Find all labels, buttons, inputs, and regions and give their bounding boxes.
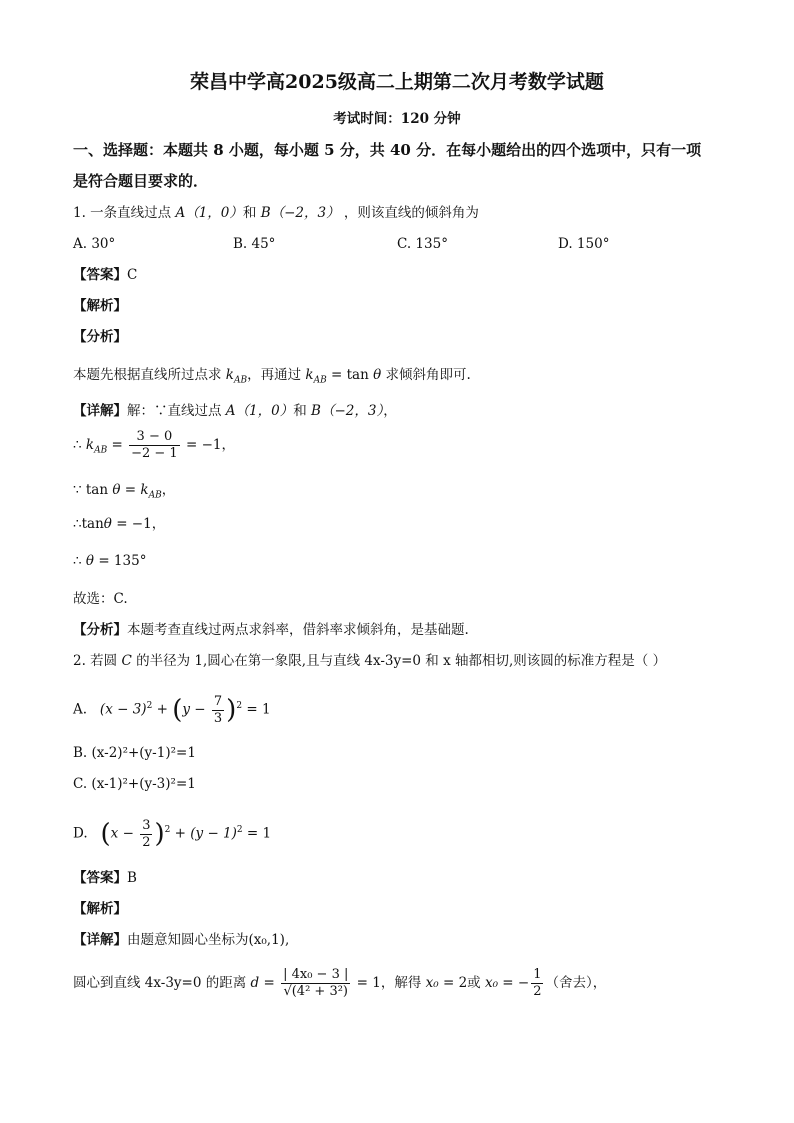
fenxi-text-a: 本题先根据直线所过点求 xyxy=(73,367,226,383)
q2-stem-b: 的半径为 1,圆心在第一象限,且与直线 4x-3y=0 和 x 轴都相切,则该圆的标准方程是（ ） xyxy=(131,653,667,669)
optA-plus: + xyxy=(152,701,173,718)
q1-stem-and: 和 xyxy=(242,205,261,221)
slope-numerator: 3 − 0 xyxy=(129,429,180,446)
detail-text-a: 解：∵直线过点 xyxy=(127,403,226,419)
detail-text-c: ， xyxy=(383,403,397,419)
k-symbol: k xyxy=(225,367,234,383)
q1-option-c: C. 135° xyxy=(397,236,448,252)
q2-option-b: B. (x-2)²+(y-1)²=1 xyxy=(73,745,196,761)
detail-text: 由题意知圆心坐标为(x₀,1), xyxy=(127,932,290,948)
q2-stem xyxy=(73,652,666,670)
summary-tag: 【分析】 xyxy=(73,622,127,638)
solution-1: = 2或 xyxy=(438,975,485,991)
circle-symbol: C xyxy=(121,653,132,669)
x0-symbol: x₀ xyxy=(425,975,439,991)
discard-note: （舍去）， xyxy=(545,975,607,991)
optD-term1: x − xyxy=(110,825,139,842)
answer-value: B xyxy=(127,870,137,886)
answer-tag: 【答案】 xyxy=(73,870,127,886)
solution-den: 2 xyxy=(533,984,542,999)
optD-fraction xyxy=(140,818,152,851)
solution-fraction xyxy=(531,967,543,1000)
solution-2-lhs: x₀ = − xyxy=(484,975,530,991)
q1-step-slope: ∴ $k_{AB}$ = $\frac{3 - 0}{-2 - 1}$ = −1， xyxy=(73,429,235,461)
answer-tag: 【答案】 xyxy=(73,267,127,283)
q1-point-b: B（−2，3） xyxy=(260,205,340,221)
page-title: 荣昌中学高2025级高二上期第二次月考数学试题 xyxy=(190,71,604,93)
distance-denominator: √(4² + 3²) xyxy=(283,984,349,999)
q1-summary xyxy=(73,621,469,639)
k-subscript: AB xyxy=(94,445,108,456)
q1-step-tan-value xyxy=(73,515,165,533)
optD-den: 2 xyxy=(142,834,151,850)
tan-value: = −1， xyxy=(111,516,166,532)
optD-term2: + (y − 1) xyxy=(170,825,237,842)
optD-exp1: 2 xyxy=(164,825,171,835)
q2-option-c: C. (x-1)²+(y-3)²=1 xyxy=(73,776,196,792)
k-symbol: k xyxy=(85,437,95,453)
optA-num: 7 xyxy=(213,693,223,709)
equals-text: = xyxy=(120,482,141,498)
distance-numerator: | 4x₀ − 3 | xyxy=(283,967,349,982)
optA-fraction xyxy=(212,694,224,727)
q2-option-a: A. $(x - 3)^2 + (y$ − $\frac{7}{3}$ )$^2$ = 1 xyxy=(73,693,271,726)
q2-stem-a: 2. 若圆 xyxy=(73,653,122,669)
theta-symbol: θ xyxy=(373,367,382,383)
slope-fraction xyxy=(129,429,180,462)
fenxi-text-d: 求倾斜角即可. xyxy=(381,367,471,383)
q1-choose: 故选：C. xyxy=(73,591,128,607)
summary-text: 本题考查直线过两点求斜率，借斜率求倾斜角，是基础题. xyxy=(127,622,469,638)
q1-stem-tail: ，则该直线的倾斜角为 xyxy=(339,205,479,221)
comma: ， xyxy=(161,482,176,498)
q1-fenxi-text xyxy=(73,366,471,390)
optA-exp1: 2 xyxy=(146,701,153,711)
option-label: A. xyxy=(73,701,88,718)
k-subscript: AB xyxy=(148,490,162,501)
theta-symbol: θ xyxy=(85,553,95,569)
detail-text-b: 和 xyxy=(293,403,312,419)
slope-denominator: −2 − 1 xyxy=(131,446,178,461)
distance-symbol: d xyxy=(250,975,260,991)
angle-value: = 135° xyxy=(94,553,147,569)
therefore-symbol: ∴ xyxy=(73,437,86,453)
distance-text: 圆心到直线 4x-3y=0 的距离 xyxy=(73,975,251,991)
exam-time: 考试时间：120 分钟 xyxy=(333,111,461,127)
slope-result: = −1， xyxy=(181,437,235,453)
k-symbol: k xyxy=(305,367,314,383)
k-subscript: AB xyxy=(313,375,327,386)
q1-option-d: D. 150° xyxy=(558,236,610,252)
q1-point-a: A（1，0） xyxy=(225,403,294,419)
detail-tag: 【详解】 xyxy=(73,932,127,948)
optA-equals: = 1 xyxy=(242,701,271,718)
q1-point-a: A（1，0） xyxy=(175,205,243,221)
q1-point-b: B（−2，3） xyxy=(311,403,384,419)
q1-fenxi-tag: 【分析】 xyxy=(73,329,127,345)
q1-step-tan xyxy=(73,481,175,505)
q2-detail xyxy=(73,931,289,949)
theta-symbol: θ xyxy=(112,482,121,498)
q1-stem xyxy=(73,204,479,222)
fenxi-text-b: ，再通过 xyxy=(247,367,306,383)
because-text: ∵ tan xyxy=(73,482,113,498)
theta-symbol: θ xyxy=(103,516,112,532)
q2-answer xyxy=(73,869,137,887)
k-subscript: AB xyxy=(233,375,248,386)
q1-stem-text: 1. 一条直线过点 xyxy=(73,205,176,221)
optA-term1: (x − 3) xyxy=(99,701,147,718)
therefore-symbol: ∴ xyxy=(73,553,86,569)
q2-analysis-tag: 【解析】 xyxy=(73,901,127,917)
optD-exp2: 2 xyxy=(236,825,243,835)
detail-tag: 【详解】 xyxy=(73,403,127,419)
q2-option-d: D. (x − $\frac{3}{2}$ )$^2 + (y - 1)^2 = 1$ xyxy=(73,817,272,850)
optA-den: 3 xyxy=(213,710,223,726)
q1-option-b: B. 45° xyxy=(233,236,276,252)
q1-detail xyxy=(73,402,397,420)
section-heading-line2: 是符合题目要求的． xyxy=(73,172,209,190)
distance-solve: = 1，解得 xyxy=(352,975,426,991)
optD-equals: = 1 xyxy=(242,825,272,842)
fenxi-text-c: = tan xyxy=(326,367,374,383)
distance-fraction xyxy=(281,967,350,1000)
solution-num: 1 xyxy=(533,967,542,982)
optD-num: 3 xyxy=(142,817,151,833)
q1-step-angle xyxy=(73,552,146,570)
q1-option-a: A. 30° xyxy=(73,236,116,252)
q1-answer xyxy=(73,266,137,284)
answer-value: C xyxy=(127,267,138,283)
option-label: D. xyxy=(73,825,88,842)
section-heading-line1: 一、选择题：本题共 8 小题，每小题 5 分，共 40 分．在每小题给出的四个选项中，只有一项 xyxy=(73,141,702,159)
q2-distance-line: 圆心到直线 4x-3y=0 的距离 d = $\frac{\text{| 4x₀ − 3 |}}{\text{√(4² + 3²)}}$ = 1，解得 x₀ = 2或 x₀ = − $\frac{1}{2}$ （舍去）， xyxy=(73,967,607,999)
optA-term2: y − xyxy=(182,701,210,718)
q1-analysis-tag: 【解析】 xyxy=(73,298,127,314)
k-symbol: k xyxy=(140,482,149,498)
optA-exp2: 2 xyxy=(236,701,243,711)
therefore-tan: ∴tan xyxy=(73,516,104,532)
